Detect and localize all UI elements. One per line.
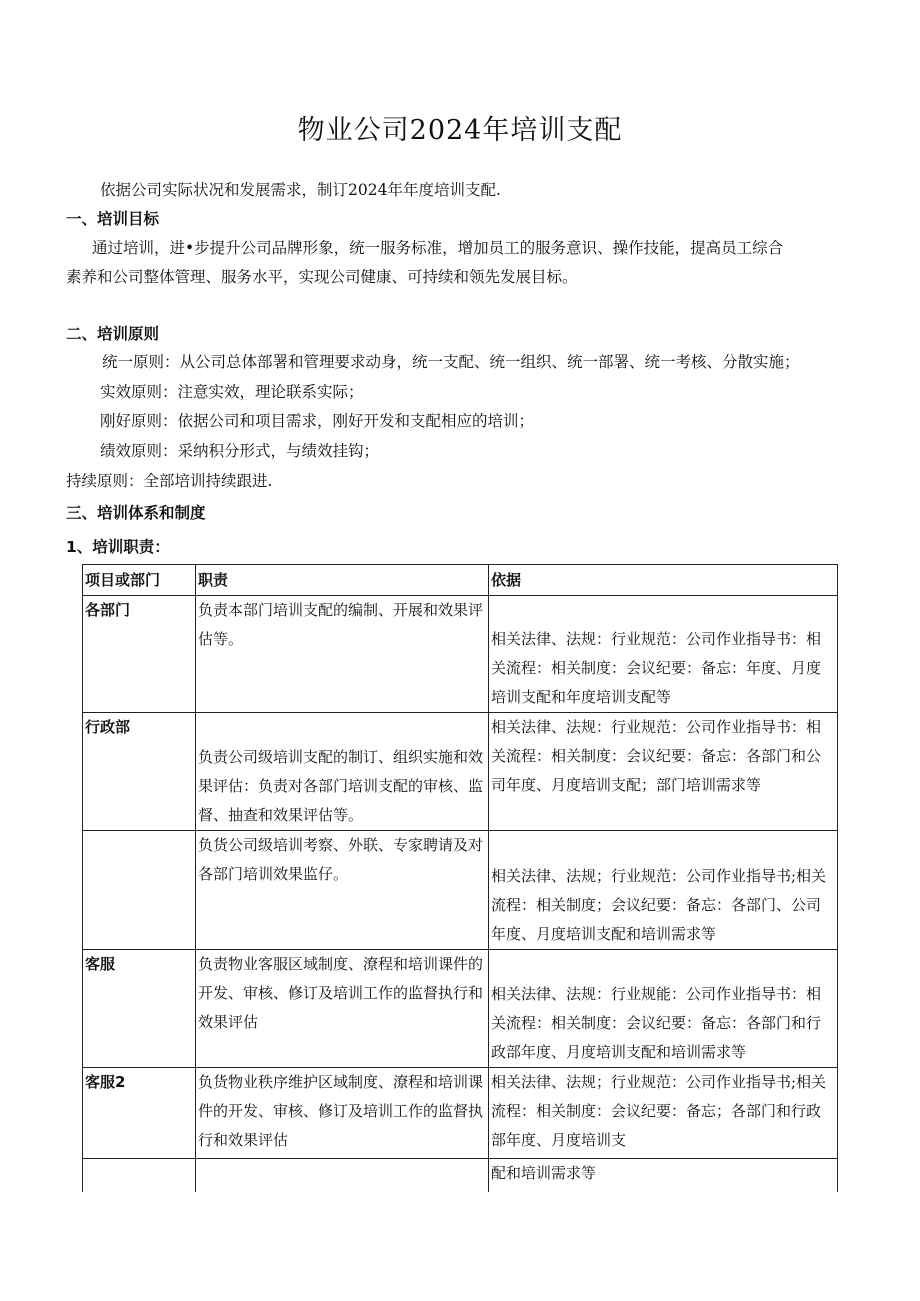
- section-heading-system: 三、培训体系和制度: [66, 504, 206, 522]
- principle-item: 持续原则：全部培训持续跟进.: [66, 472, 273, 490]
- principle-item: 刚好原则：依据公司和项目需求，刚好开发和支配相应的培训；: [100, 412, 535, 430]
- principle-item: 统一原则：从公司总体部署和管理要求动身，统一支配、统一组织、统一部署、统一考核、分散实施；: [102, 353, 800, 371]
- table-row: [83, 950, 838, 1068]
- basis-cell: 配和培训需求等: [489, 1159, 838, 1192]
- goals-line-2: 素养和公司整体管理、服务水平，实现公司健康、可持续和领先发展目标。: [66, 268, 578, 286]
- duty-cell: 负货物业秩序维护区域制度、潦程和培训课件的开发、审核、修订及培训工作的监督执行和效果评估: [196, 1068, 489, 1159]
- table-row: [83, 831, 838, 950]
- dept-cell: [83, 1159, 196, 1192]
- subheading-responsibilities: 1、培训职责：: [66, 538, 170, 556]
- basis-cell: 相关法律、法规：行业规范：公司作业指导书：相关流程：相关制度：会议纪要：备忘：年度、月度培训支配和年度培训支配等: [489, 596, 838, 713]
- duty-cell: 负责物业客服区域制度、潦程和培训课件的开发、审核、修订及培训工作的监督执行和效果评估: [196, 950, 489, 1068]
- principle-item: 实效原则：注意实效，理论联系实际；: [100, 383, 364, 401]
- goals-line-1: 通过培训，进•步提升公司品牌形象，统一服务标准，增加员工的服务意识、操作技能，提高员工综合: [92, 239, 784, 257]
- duty-cell: 负责本部门培训支配的编制、开展和效果评估等。: [196, 596, 489, 713]
- basis-cell: 相关法律、法规：行业规范：公司作业指导书：相关流程：相关制度：会议纪要：备忘：各部门和公司年度、月度培训支配；部门培训需求等: [489, 713, 838, 831]
- table-header-row: [83, 565, 838, 596]
- section-heading-principles: 二、培训原则: [66, 325, 160, 343]
- page-title: 物业公司2024年培训支配: [297, 115, 623, 146]
- responsibility-table: [82, 564, 838, 1192]
- section-heading-goals: 一、培训目标: [66, 210, 160, 228]
- table-row: [83, 1159, 838, 1192]
- basis-cell: 相关法律、法规；行业规范：公司作业指导书;相关流程：相关制度：会议纪要：备忘；各部门和行政部年度、月度培训支: [489, 1068, 838, 1159]
- dept-cell: 客服: [83, 950, 196, 1068]
- header-cell: 职责: [196, 565, 489, 596]
- duty-cell: 负责公司级培训支配的制订、组织实施和效果评估：负责对各部门培训支配的审核、监督、抽查和效果评估等。: [196, 713, 489, 831]
- dept-cell: 客服2: [83, 1068, 196, 1159]
- duty-cell: [196, 1159, 489, 1192]
- dept-cell: [83, 831, 196, 950]
- table-row: [83, 596, 838, 713]
- basis-cell: 相关法律、法规；行业规范：公司作业指导书;相关流程：相关制度；会议纪要：备忘：各部门、公司年度、月度培训支配和培训需求等: [489, 831, 838, 950]
- dept-cell: 行政部: [83, 713, 196, 831]
- basis-cell: 相关法律、法规：行业规能：公司作业指导书：相关流程：相关制度：会议纪要：备忘：各部门和行政部年度、月度培训支配和培训需求等: [489, 950, 838, 1068]
- header-cell: 依据: [489, 565, 838, 596]
- table-row: [83, 713, 838, 831]
- header-cell: 项目或部门: [83, 565, 196, 596]
- principle-item: 绩效原则：采纳积分形式，与绩效挂钩；: [100, 442, 380, 460]
- table-row: [83, 1068, 838, 1159]
- intro-paragraph: 依据公司实际状况和发展需求，制订2024年年度培训支配.: [100, 181, 501, 199]
- duty-cell: 负货公司级培训考察、外联、专家聘请及对各部门培训效果监仔。: [196, 831, 489, 950]
- dept-cell: 各部门: [83, 596, 196, 713]
